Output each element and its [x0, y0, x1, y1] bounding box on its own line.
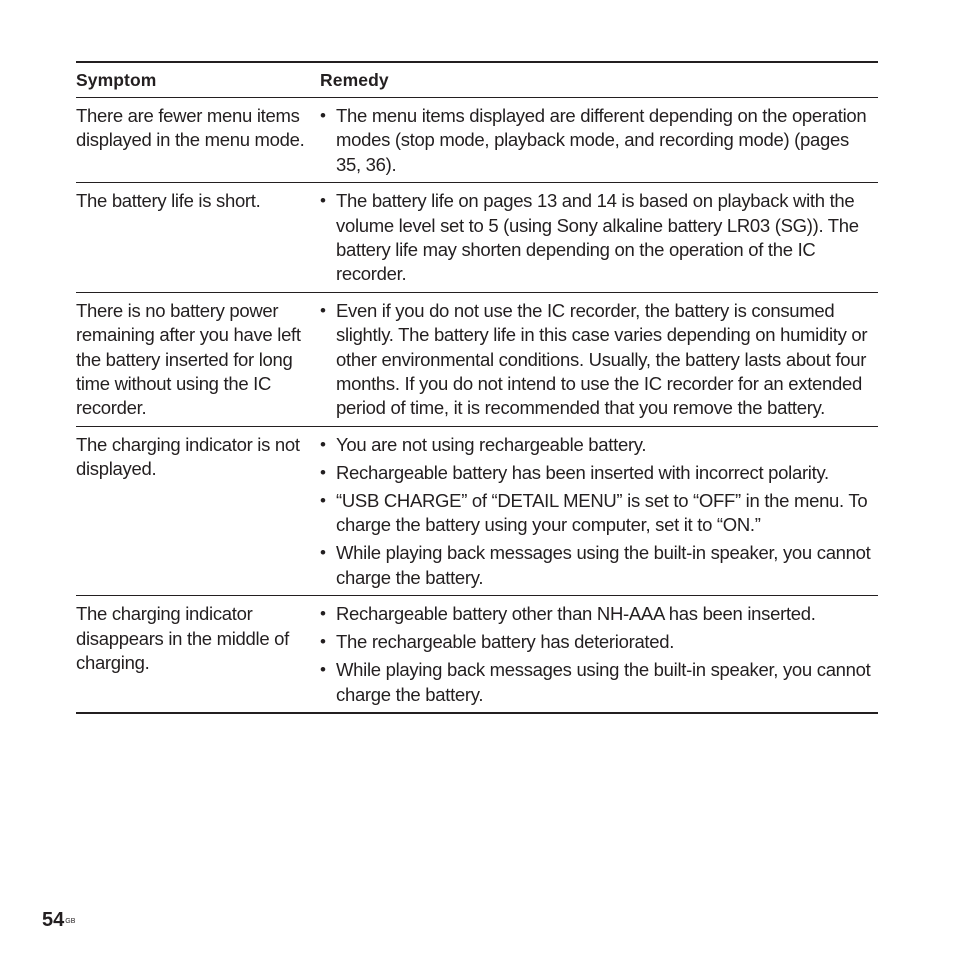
remedy-item — [320, 489, 878, 538]
remedy-cell — [320, 299, 878, 421]
table-body — [76, 98, 878, 712]
remedy-item — [320, 461, 878, 485]
remedy-text: “USB CHARGE” of “DETAIL MENU” is set to “OFF” in the menu. To charge the battery using your computer, set it to “ON.” — [336, 489, 868, 536]
symptom-cell: The battery life is short. — [76, 190, 261, 212]
bullet-icon: • — [320, 490, 326, 510]
table-row — [76, 595, 878, 712]
symptom-cell: The charging indicator disappears in the middle of charging. — [76, 603, 290, 673]
table-row — [76, 292, 878, 426]
remedy-item — [320, 299, 878, 421]
table-row — [76, 426, 878, 595]
remedy-item — [320, 541, 878, 590]
symptom-cell: There is no battery power remaining after you have left the battery inserted for long time without using the IC recorder. — [76, 299, 301, 419]
remedy-item — [320, 189, 878, 287]
bullet-icon: • — [320, 604, 326, 624]
bullet-icon: • — [320, 106, 326, 125]
remedy-item — [320, 658, 878, 707]
bullet-icon: • — [320, 462, 326, 482]
remedy-column-header: Remedy — [320, 69, 389, 90]
table-header — [76, 63, 878, 98]
table-row — [76, 182, 878, 292]
remedy-text: Rechargeable battery has been inserted with incorrect polarity. — [336, 461, 829, 483]
bullet-icon: • — [320, 632, 326, 652]
page-number-value: 54 — [42, 909, 65, 931]
troubleshooting-table — [76, 61, 878, 714]
remedy-text: The menu items displayed are different depending on the operation modes (stop mode, playback mode, and recording mode) (pages 35, 36). — [336, 105, 867, 175]
symptom-cell: There are fewer menu items displayed in the menu mode. — [76, 105, 305, 151]
remedy-item — [320, 630, 878, 654]
remedy-cell — [320, 433, 878, 590]
remedy-text: Even if you do not use the IC recorder, the battery is consumed slightly. The battery life in this case varies depending on humidity or other environmental conditions. Usually, the battery lasts about four months. If you do not intend to use the IC recorder for an extended period of time, it is recommended that you remove the battery. — [336, 299, 868, 419]
remedy-text: The battery life on pages 13 and 14 is based on playback with the volume level set to 5 (using Sony alkaline battery LR03 (SG)). The battery life may shorten depending on the operation of the IC recorder. — [336, 190, 859, 285]
remedy-cell — [320, 189, 878, 287]
bullet-icon: • — [320, 300, 326, 320]
bullet-icon: • — [320, 543, 326, 563]
bullet-icon: • — [320, 434, 326, 454]
remedy-text: You are not using rechargeable battery. — [336, 433, 647, 455]
remedy-text: While playing back messages using the built-in speaker, you cannot charge the battery. — [336, 659, 871, 705]
remedy-item — [320, 602, 878, 626]
symptom-column-header: Symptom — [76, 69, 157, 90]
table-row — [76, 98, 878, 182]
remedy-item — [320, 104, 878, 177]
remedy-text: Rechargeable battery other than NH-AAA has been inserted. — [336, 603, 816, 625]
remedy-cell — [320, 602, 878, 707]
bullet-icon: • — [320, 660, 326, 680]
remedy-text: The rechargeable battery has deteriorated. — [336, 631, 675, 653]
remedy-cell — [320, 104, 878, 177]
page-number — [42, 908, 74, 932]
remedy-item — [320, 433, 878, 457]
bullet-icon: • — [320, 191, 326, 211]
page-number-suffix: GB — [65, 918, 76, 925]
remedy-text: While playing back messages using the built-in speaker, you cannot charge the battery. — [336, 542, 871, 588]
symptom-cell: The charging indicator is not displayed. — [76, 433, 300, 480]
